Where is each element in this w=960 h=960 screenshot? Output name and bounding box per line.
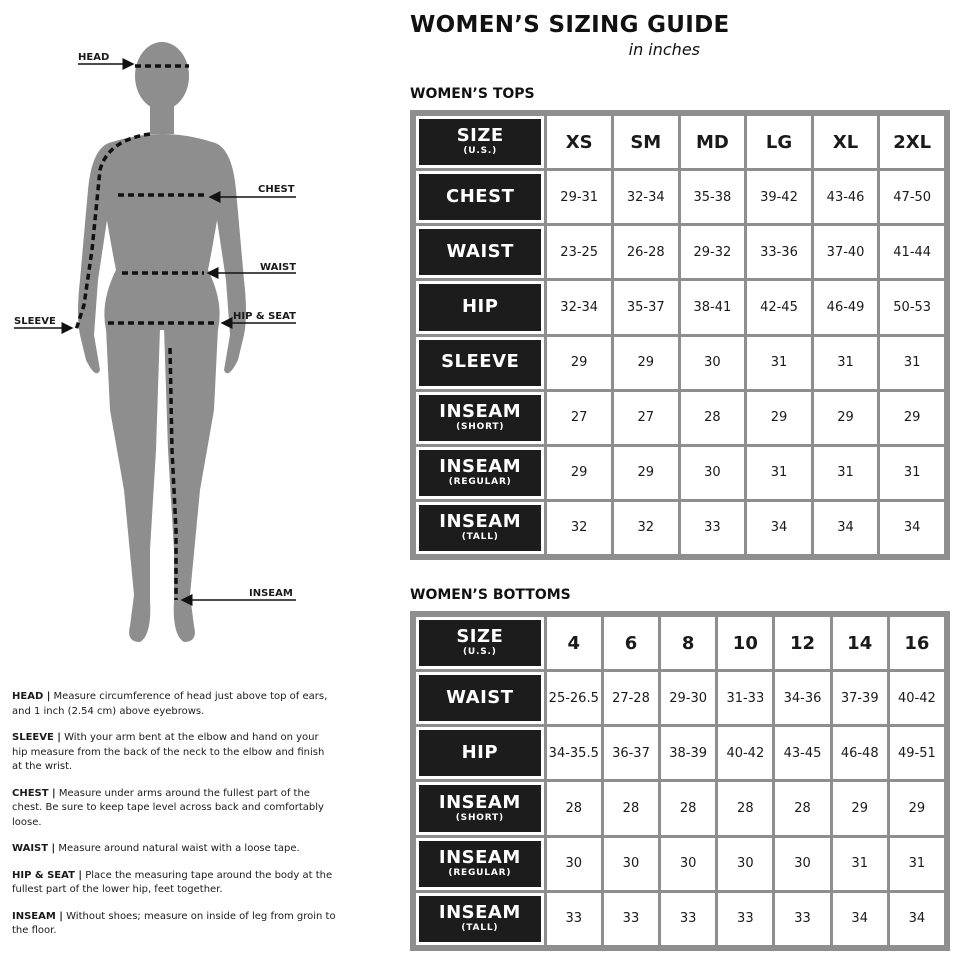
measurement-value-cell: 30 xyxy=(681,337,745,389)
measurement-value-cell: 43-45 xyxy=(775,727,829,779)
measurement-value-cell: 23-25 xyxy=(547,226,611,278)
measurement-value-cell: 36-37 xyxy=(604,727,658,779)
measurement-value-cell: 34-36 xyxy=(775,672,829,724)
table-row xyxy=(416,727,944,779)
row-label: WAIST xyxy=(446,686,514,708)
measurement-value-cell: 27-28 xyxy=(604,672,658,724)
table-row xyxy=(416,447,944,499)
instruction-text: With your arm bent at the elbow and hand on your hip measure from the back of the neck to the elbow and finish at the wrist. xyxy=(12,732,325,772)
measurement-value-cell: 30 xyxy=(681,447,745,499)
measurement-value-cell: 32-34 xyxy=(547,281,611,333)
row-label-cell xyxy=(419,896,541,942)
measurement-value-cell: 27 xyxy=(547,392,611,444)
body-silhouette-svg xyxy=(0,30,330,670)
instruction-inseam xyxy=(12,910,337,939)
measurement-value-cell: 34 xyxy=(890,893,944,945)
figure-label-waist: WAIST xyxy=(260,262,297,273)
figure-label-hip-seat: HIP & SEAT xyxy=(233,311,296,322)
measurement-value-cell: 29 xyxy=(547,447,611,499)
measurement-value-cell: 28 xyxy=(775,782,829,834)
row-label-cell xyxy=(419,450,541,496)
size-column-header: LG xyxy=(747,116,811,168)
table-row xyxy=(416,171,944,223)
measurement-value-cell: 28 xyxy=(547,782,601,834)
instruction-label: HEAD | xyxy=(12,691,51,702)
measurement-value-cell: 29-31 xyxy=(547,171,611,223)
table-row xyxy=(416,502,944,554)
row-sublabel: (SHORT) xyxy=(455,812,504,823)
row-label-cell xyxy=(419,395,541,441)
row-label: INSEAM xyxy=(438,791,521,813)
instruction-waist xyxy=(12,842,337,857)
measurement-value-cell: 42-45 xyxy=(747,281,811,333)
figure-label-head: HEAD xyxy=(78,52,110,63)
measurement-value-cell: 25-26.5 xyxy=(547,672,601,724)
size-column-header: 10 xyxy=(718,617,772,669)
size-column-header: 2XL xyxy=(880,116,944,168)
measurement-value-cell: 50-53 xyxy=(880,281,944,333)
measurement-value-cell: 28 xyxy=(681,392,745,444)
measurement-value-cell: 30 xyxy=(661,838,715,890)
measurement-value-cell: 28 xyxy=(604,782,658,834)
measurement-value-cell: 34 xyxy=(747,502,811,554)
row-label-cell xyxy=(419,284,541,330)
measurement-value-cell: 28 xyxy=(661,782,715,834)
measurement-value-cell: 34-35.5 xyxy=(547,727,601,779)
tops-section-title: WOMEN’S TOPS xyxy=(410,86,535,102)
body-measurement-figure xyxy=(0,30,330,670)
measurement-value-cell: 33 xyxy=(775,893,829,945)
measurement-value-cell: 40-42 xyxy=(718,727,772,779)
measurement-value-cell: 31-33 xyxy=(718,672,772,724)
measurement-value-cell: 31 xyxy=(747,337,811,389)
size-column-header: 12 xyxy=(775,617,829,669)
measurement-value-cell: 31 xyxy=(814,337,878,389)
measurement-value-cell: 33 xyxy=(661,893,715,945)
instruction-sleeve xyxy=(12,731,337,775)
size-column-header: 14 xyxy=(833,617,887,669)
row-label-cell xyxy=(419,174,541,220)
row-label-cell xyxy=(419,229,541,275)
instruction-text: Measure circumference of head just above top of ears, and 1 inch (2.54 cm) above eyebrows. xyxy=(12,691,328,717)
table-row xyxy=(416,337,944,389)
instruction-label: WAIST | xyxy=(12,843,56,854)
measurement-value-cell: 41-44 xyxy=(880,226,944,278)
guide-title: WOMEN’S SIZING GUIDE xyxy=(410,12,730,38)
size-header-cell xyxy=(419,620,541,666)
measurement-value-cell: 31 xyxy=(833,838,887,890)
table-row xyxy=(416,281,944,333)
row-label: HIP xyxy=(461,741,499,763)
tops-header-row xyxy=(416,116,944,168)
measurement-value-cell: 32-34 xyxy=(614,171,678,223)
size-column-header: SM xyxy=(614,116,678,168)
row-label-cell xyxy=(419,675,541,721)
instruction-label: INSEAM | xyxy=(12,910,63,922)
instruction-label: SLEEVE | xyxy=(12,732,61,743)
measurement-value-cell: 34 xyxy=(880,502,944,554)
table-row xyxy=(416,838,944,890)
measurement-value-cell: 32 xyxy=(547,502,611,554)
row-label-cell xyxy=(419,730,541,776)
measurement-value-cell: 33 xyxy=(547,893,601,945)
size-column-header: XS xyxy=(547,116,611,168)
measurement-value-cell: 26-28 xyxy=(614,226,678,278)
measurement-value-cell: 28 xyxy=(718,782,772,834)
row-label: CHEST xyxy=(446,185,515,207)
size-header-cell xyxy=(419,119,541,165)
measurement-value-cell: 38-39 xyxy=(661,727,715,779)
measurement-value-cell: 46-49 xyxy=(814,281,878,333)
table-row xyxy=(416,226,944,278)
measurement-value-cell: 32 xyxy=(614,502,678,554)
row-label-cell xyxy=(419,505,541,551)
size-header-label: SIZE xyxy=(456,125,504,147)
measurement-value-cell: 27 xyxy=(614,392,678,444)
measurement-value-cell: 29 xyxy=(547,337,611,389)
figure-label-chest: CHEST xyxy=(258,184,295,195)
measurement-value-cell: 31 xyxy=(814,447,878,499)
instruction-hip-seat xyxy=(12,869,337,898)
measurement-value-cell: 29 xyxy=(833,782,887,834)
instruction-text: Measure around natural waist with a loose tape. xyxy=(55,843,300,854)
row-sublabel: (TALL) xyxy=(461,922,499,933)
table-row xyxy=(416,672,944,724)
size-header-sub: (U.S.) xyxy=(463,647,497,658)
row-label: INSEAM xyxy=(439,455,522,477)
measurement-value-cell: 46-48 xyxy=(833,727,887,779)
measurement-value-cell: 40-42 xyxy=(890,672,944,724)
measurement-value-cell: 29 xyxy=(814,392,878,444)
row-label-cell xyxy=(419,340,541,386)
figure-label-sleeve: SLEEVE xyxy=(14,316,56,327)
measurement-value-cell: 30 xyxy=(718,838,772,890)
measurement-value-cell: 33 xyxy=(681,502,745,554)
instruction-label: HIP & SEAT | xyxy=(12,869,83,881)
measurement-value-cell: 29-30 xyxy=(661,672,715,724)
instruction-head xyxy=(12,690,337,719)
measurement-value-cell: 37-40 xyxy=(814,226,878,278)
row-label-cell xyxy=(419,785,541,831)
row-sublabel: (REGULAR) xyxy=(448,867,512,878)
measurement-value-cell: 29 xyxy=(747,392,811,444)
measurement-value-cell: 35-37 xyxy=(614,281,678,333)
size-column-header: XL xyxy=(814,116,878,168)
measurement-value-cell: 47-50 xyxy=(880,171,944,223)
measurement-value-cell: 30 xyxy=(775,838,829,890)
measurement-value-cell: 39-42 xyxy=(747,171,811,223)
measurement-value-cell: 31 xyxy=(890,838,944,890)
row-label-cell xyxy=(419,841,541,887)
measurement-value-cell: 29 xyxy=(890,782,944,834)
measurement-value-cell: 43-46 xyxy=(814,171,878,223)
measurement-value-cell: 30 xyxy=(547,838,601,890)
size-column-header: 6 xyxy=(604,617,658,669)
measurement-value-cell: 31 xyxy=(880,447,944,499)
measurement-value-cell: 34 xyxy=(833,893,887,945)
measurement-value-cell: 38-41 xyxy=(681,281,745,333)
instruction-label: CHEST | xyxy=(12,787,56,799)
measurement-value-cell: 30 xyxy=(604,838,658,890)
measurement-value-cell: 29-32 xyxy=(681,226,745,278)
instruction-text: Without shoes; measure on inside of leg from groin to the floor. xyxy=(12,910,336,936)
table-row xyxy=(416,392,944,444)
measurement-instructions xyxy=(12,690,337,951)
table-row xyxy=(416,893,944,945)
row-sublabel: (REGULAR) xyxy=(448,476,512,487)
row-label: SLEEVE xyxy=(441,351,520,373)
bottoms-size-table xyxy=(410,611,950,951)
body-silhouette xyxy=(78,42,246,642)
row-label: INSEAM xyxy=(439,400,522,422)
size-column-header: MD xyxy=(681,116,745,168)
size-header-sub: (U.S.) xyxy=(463,146,498,157)
measurement-value-cell: 35-38 xyxy=(681,171,745,223)
figure-label-inseam: INSEAM xyxy=(249,588,293,599)
bottoms-header-row xyxy=(416,617,944,669)
row-label: INSEAM xyxy=(438,846,521,868)
measurement-value-cell: 49-51 xyxy=(890,727,944,779)
row-label: INSEAM xyxy=(439,511,522,533)
size-column-header: 4 xyxy=(547,617,601,669)
instruction-text: Place the measuring tape around the body at the fullest part of the lower hip, feet together. xyxy=(12,869,333,895)
instruction-text: Measure under arms around the fullest part of the chest. Be sure to keep tape level across back and comfortably loose. xyxy=(12,787,324,828)
guide-subtitle: in inches xyxy=(628,40,700,59)
measurement-value-cell: 33 xyxy=(604,893,658,945)
bottoms-section-title: WOMEN’S BOTTOMS xyxy=(410,587,571,603)
size-header-label: SIZE xyxy=(456,626,504,648)
table-row xyxy=(416,782,944,834)
instruction-chest xyxy=(12,787,337,831)
tops-size-table xyxy=(410,110,950,560)
row-sublabel: (TALL) xyxy=(461,531,499,542)
row-sublabel: (SHORT) xyxy=(456,421,505,432)
measurement-value-cell: 33 xyxy=(718,893,772,945)
size-column-header: 8 xyxy=(661,617,715,669)
measurement-value-cell: 33-36 xyxy=(747,226,811,278)
row-label: WAIST xyxy=(446,240,514,262)
measurement-value-cell: 31 xyxy=(747,447,811,499)
measurement-value-cell: 29 xyxy=(614,447,678,499)
row-label: INSEAM xyxy=(438,902,521,924)
measurement-value-cell: 29 xyxy=(880,392,944,444)
size-column-header: 16 xyxy=(890,617,944,669)
measurement-value-cell: 34 xyxy=(814,502,878,554)
measurement-value-cell: 37-39 xyxy=(833,672,887,724)
row-label: HIP xyxy=(461,295,499,317)
measurement-value-cell: 31 xyxy=(880,337,944,389)
measurement-value-cell: 29 xyxy=(614,337,678,389)
